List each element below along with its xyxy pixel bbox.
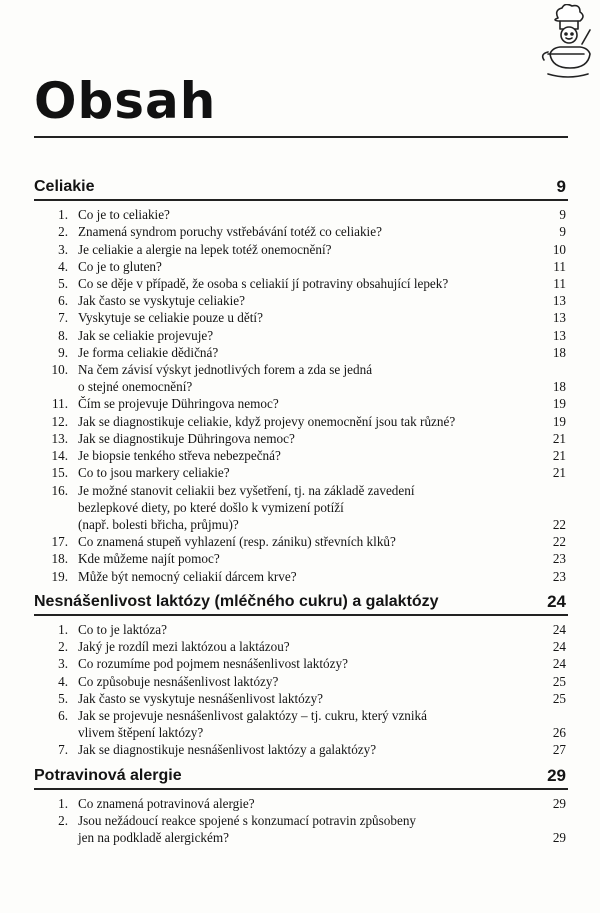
entry-number: 16.: [51, 482, 68, 498]
entry-text: [78, 655, 532, 672]
entry-text-line: Co znamená stupeň vyhlazení (resp. zániku) střevních klků?: [78, 534, 396, 550]
entry-text: [78, 741, 532, 758]
entry-text: [78, 568, 532, 585]
entry-text-line: Je možné stanovit celiakii bez vyšetření, tj. na základě zavedení: [78, 482, 415, 498]
entry-page-number: 23: [552, 551, 566, 567]
entry-number: 1.: [58, 621, 68, 637]
entry-text: [78, 206, 532, 223]
entry-text-line: Je forma celiakie dědičná?: [78, 344, 219, 360]
entry-page-number: 19: [552, 396, 566, 412]
entry-page-number: 23: [552, 568, 566, 584]
entry-text-line: Jak se projevuje nesnášenlivost galaktózy – tj. cukru, který vzniká: [78, 707, 428, 723]
entry-page-number: 9: [559, 224, 566, 240]
entry-text: [78, 344, 532, 361]
entry-number: 2.: [58, 639, 68, 655]
toc-entry[interactable]: [34, 812, 568, 846]
entry-text: [78, 812, 532, 846]
section-heading[interactable]: [34, 765, 568, 790]
entry-page-number: 13: [552, 327, 566, 343]
toc-entry[interactable]: [34, 292, 568, 309]
toc-entry[interactable]: [34, 568, 568, 585]
entry-text-line: jen na podkladě alergickém?: [78, 830, 229, 846]
section-heading[interactable]: [34, 176, 568, 201]
entry-text-line: Je biopsie tenkého střeva nebezpečná?: [78, 448, 281, 464]
entry-text-line: Je celiakie a alergie na lepek totéž onemocnění?: [78, 241, 332, 257]
entry-text-line: Jak se celiakie projevuje?: [78, 327, 214, 343]
entry-text: [78, 707, 532, 741]
toc-entry[interactable]: [34, 327, 568, 344]
entry-page-number: 25: [552, 690, 566, 706]
toc-entry[interactable]: [34, 275, 568, 292]
entry-page-number: 22: [552, 516, 566, 532]
entry-text: [78, 258, 532, 275]
entry-text-line: Na čem závisí výskyt jednotlivých forem a zda se jedná: [78, 362, 373, 378]
entry-number: 1.: [58, 207, 68, 223]
entry-page-number: 24: [552, 621, 566, 637]
entry-text-line: Jak často se vyskytuje nesnášenlivost laktózy?: [78, 690, 324, 706]
entry-text-line: Co to jsou markery celiakie?: [78, 465, 230, 481]
toc-section: [34, 591, 568, 759]
entry-page-number: 21: [552, 448, 566, 464]
entry-text-line: Čím se projevuje Dühringova nemoc?: [78, 396, 279, 412]
entry-page-number: 24: [552, 639, 566, 655]
entry-page-number: 27: [552, 742, 566, 758]
toc-entry[interactable]: [34, 430, 568, 447]
section-title: Potravinová alergie: [34, 766, 182, 784]
entry-page-number: 29: [552, 795, 566, 811]
entry-text: [78, 430, 532, 447]
toc-entry[interactable]: [34, 309, 568, 326]
toc-entry[interactable]: [34, 447, 568, 464]
entry-number: 17.: [51, 534, 68, 550]
entry-number: 8.: [58, 327, 68, 343]
entry-text: [78, 413, 532, 430]
toc-entry[interactable]: [34, 638, 568, 655]
entry-number: 6.: [58, 707, 68, 723]
toc-entry[interactable]: [34, 395, 568, 412]
entry-number: 3.: [58, 656, 68, 672]
entry-page-number: 22: [552, 534, 566, 550]
toc-entry[interactable]: [34, 206, 568, 223]
entry-page-number: 18: [552, 379, 566, 395]
entry-page-number: 10: [552, 241, 566, 257]
entry-page-number: 13: [552, 293, 566, 309]
entry-text-line: Co je to celiakie?: [78, 207, 170, 223]
entry-text-line: Jak se diagnostikuje Dühringova nemoc?: [78, 430, 295, 446]
entry-text: [78, 550, 532, 567]
toc-entry[interactable]: [34, 533, 568, 550]
entry-number: 6.: [58, 293, 68, 309]
toc-entry[interactable]: [34, 741, 568, 758]
entry-number: 7.: [58, 742, 68, 758]
entry-number: 1.: [58, 795, 68, 811]
entry-text-line: bezlepkové diety, po které došlo k vymizení potíží: [78, 499, 344, 515]
entry-page-number: 19: [552, 413, 566, 429]
entry-text-line: Jak často se vyskytuje celiakie?: [78, 293, 245, 309]
toc-entry[interactable]: [34, 795, 568, 812]
entry-text-line: Co rozumíme pod pojmem nesnášenlivost laktózy?: [78, 656, 348, 672]
entry-number: 11.: [52, 396, 68, 412]
entry-text: [78, 309, 532, 326]
entry-text-line: Kde můžeme najít pomoc?: [78, 551, 220, 567]
entry-text: [78, 361, 532, 395]
entry-text: [78, 638, 532, 655]
toc-section: [34, 765, 568, 847]
entry-page-number: 21: [552, 430, 566, 446]
entry-number: 7.: [58, 310, 68, 326]
section-title: Nesnášenlivost laktózy (mléčného cukru) a galaktózy: [34, 592, 439, 610]
entry-text: [78, 447, 532, 464]
entry-number: 18.: [51, 551, 68, 567]
title-divider: [34, 136, 568, 138]
entry-text-line: Vyskytuje se celiakie pouze u dětí?: [78, 310, 263, 326]
toc-entry[interactable]: [34, 464, 568, 481]
entry-number: 2.: [58, 224, 68, 240]
toc-entry[interactable]: [34, 707, 568, 741]
entry-text: [78, 482, 532, 534]
entry-number: 4.: [58, 258, 68, 274]
entry-page-number: 21: [552, 465, 566, 481]
entry-number: 5.: [58, 276, 68, 292]
entry-number: 19.: [51, 568, 68, 584]
toc-entry[interactable]: [34, 241, 568, 258]
entry-number: 13.: [51, 430, 68, 446]
entry-text-line: (např. bolesti břicha, průjmu)?: [78, 516, 239, 532]
entry-text: [78, 533, 532, 550]
entry-text: [78, 292, 532, 309]
entry-page-number: 11: [553, 258, 566, 274]
entry-text: [78, 241, 532, 258]
entry-text: [78, 275, 532, 292]
entry-page-number: 25: [552, 673, 566, 689]
toc-entry[interactable]: [34, 482, 568, 534]
section-page-number: 24: [547, 591, 566, 611]
chef-cooking-logo: [538, 4, 594, 84]
entry-text: [78, 621, 532, 638]
entry-number: 5.: [58, 690, 68, 706]
toc-entry[interactable]: [34, 258, 568, 275]
section-page-number: 9: [556, 177, 566, 196]
toc-entry[interactable]: [34, 344, 568, 361]
entry-text: [78, 327, 532, 344]
entry-text-line: o stejné onemocnění?: [78, 379, 193, 395]
toc-entry[interactable]: [34, 413, 568, 430]
entry-text: [78, 690, 532, 707]
entry-text-line: Co to je laktóza?: [78, 621, 167, 637]
entry-text-line: Jak se diagnostikuje celiakie, když projevy onemocnění jsou tak různé?: [78, 413, 456, 429]
entry-number: 12.: [51, 413, 68, 429]
entry-page-number: 11: [553, 276, 566, 292]
entry-page-number: 13: [552, 310, 566, 326]
toc-entry[interactable]: [34, 673, 568, 690]
toc-entry[interactable]: [34, 361, 568, 395]
section-heading[interactable]: [34, 591, 568, 616]
entry-text-line: vlivem štěpení laktózy?: [78, 725, 204, 741]
entry-text: [78, 464, 532, 481]
entry-text-line: Může být nemocný celiakií dárcem krve?: [78, 568, 297, 584]
toc-entry[interactable]: [34, 621, 568, 638]
entry-text: [78, 395, 532, 412]
entry-text: [78, 223, 532, 240]
entry-page-number: 18: [552, 344, 566, 360]
toc-section: [34, 176, 568, 585]
entry-number: 2.: [58, 813, 68, 829]
entry-number: 4.: [58, 673, 68, 689]
entry-page-number: 29: [552, 830, 566, 846]
section-title: Celiakie: [34, 178, 95, 196]
section-page-number: 29: [547, 765, 566, 785]
entry-number: 10.: [51, 362, 68, 378]
entry-number: 15.: [51, 465, 68, 481]
entry-number: 14.: [51, 448, 68, 464]
entry-text-line: Jaký je rozdíl mezi laktózou a laktázou?: [78, 639, 290, 655]
entry-text-line: Jsou nežádoucí reakce spojené s konzumací potravin způsobeny: [78, 813, 417, 829]
toc-entry[interactable]: [34, 550, 568, 567]
entry-page-number: 26: [552, 725, 566, 741]
entry-text-line: Jak se diagnostikuje nesnášenlivost laktózy a galaktózy?: [78, 742, 377, 758]
entry-page-number: 24: [552, 656, 566, 672]
entry-text-line: Co je to gluten?: [78, 258, 162, 274]
entry-text-line: Znamená syndrom poruchy vstřebávání totéž co celiakie?: [78, 224, 382, 240]
entry-number: 3.: [58, 241, 68, 257]
toc-entry[interactable]: [34, 655, 568, 672]
entry-text-line: Co se děje v případě, že osoba s celiakií jí potraviny obsahující lepek?: [78, 276, 449, 292]
entry-text-line: Co znamená potravinová alergie?: [78, 795, 255, 811]
entry-text: [78, 795, 532, 812]
entry-number: 9.: [58, 344, 68, 360]
table-of-contents: [34, 176, 568, 846]
page-title: Obsah: [34, 72, 217, 130]
toc-entry[interactable]: [34, 690, 568, 707]
entry-text-line: Co způsobuje nesnášenlivost laktózy?: [78, 673, 279, 689]
toc-entry[interactable]: [34, 223, 568, 240]
entry-text: [78, 673, 532, 690]
entry-page-number: 9: [559, 207, 566, 223]
